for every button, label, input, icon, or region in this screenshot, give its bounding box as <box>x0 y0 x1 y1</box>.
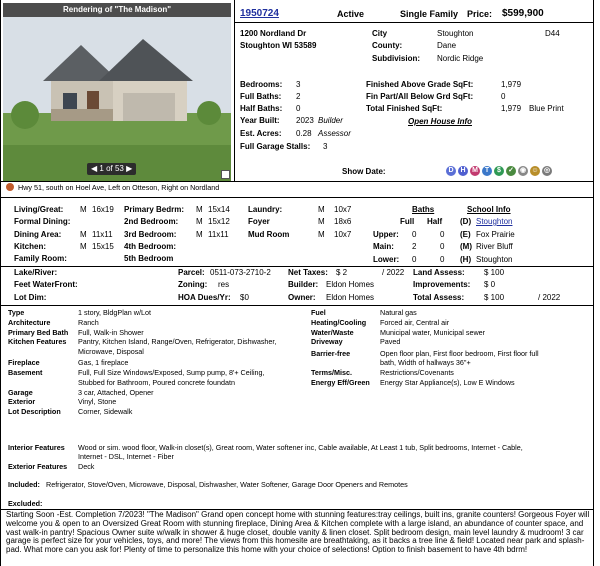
exterior-features-value: Deck <box>78 462 95 471</box>
room-level-bed3: M <box>196 229 203 239</box>
feature-value-kitchen-features: Pantry, Kitchen Island, Range/Oven, Refrigerator, Dishwasher, <box>78 337 277 347</box>
camera-badge-icon[interactable]: ◉ <box>519 167 527 174</box>
room-label-bed2: 2nd Bedroom: <box>124 217 179 227</box>
open-house-link[interactable]: Open House Info <box>408 117 472 126</box>
room-size-bed2: 15x12 <box>208 217 230 227</box>
total-fin-source: Blue Print <box>529 104 564 113</box>
interior-features-label: Interior Features <box>8 443 65 452</box>
garage-stalls-label: Full Garage Stalls: <box>240 142 311 151</box>
room-label-family: Family Room: <box>14 254 67 264</box>
directions-icon <box>6 183 14 191</box>
select-listing-checkbox[interactable] <box>221 170 230 179</box>
feature-label-barrier-free: Barrier-free <box>311 348 351 358</box>
feature-label-kitchen-features: Kitchen Features <box>8 337 67 347</box>
subdivision-value: Nordic Ridge <box>437 54 484 63</box>
room-level-foyer: M <box>318 217 325 227</box>
owner-value: Eldon Homes <box>326 293 375 302</box>
triangle-left-icon[interactable]: ◀ <box>91 164 98 173</box>
t-badge-icon[interactable]: T <box>482 166 492 176</box>
mls-number-link[interactable]: 1950724 <box>240 8 279 19</box>
check-badge-icon[interactable]: ✓ <box>506 166 516 176</box>
room-label-laundry: Laundry: <box>248 205 283 214</box>
room-label-kitchen: Kitchen: <box>14 241 46 251</box>
baths-lower-half: 0 <box>440 255 445 264</box>
included-value: Refrigerator, Stove/Oven, Microwave, Disposal, Dishwasher, Water Softener, Garage Door Openers and Remotes <box>46 480 408 489</box>
half-baths-label: Half Baths: <box>240 104 283 113</box>
room-label-formal_dining: Formal Dining: <box>14 217 71 227</box>
directions-text: Hwy 51, south on Hoel Ave, Left on Otteson, Right on Nordland <box>18 183 220 192</box>
year-built-value: 2023 <box>296 116 314 125</box>
feature-value-architecture: Ranch <box>78 317 99 327</box>
baths-full-header: Full <box>400 217 415 226</box>
feature-value-water-waste: Municipal water, Municipal sewer <box>380 327 486 337</box>
room-label-bed5: 5th Bedroom <box>124 254 174 264</box>
school-elementary: Fox Prairie <box>476 230 515 239</box>
room-label-primary_bed: Primary Bedrm: <box>124 205 185 214</box>
net-taxes-value: $ 2 <box>336 268 348 277</box>
fin-above-value: 1,979 <box>501 80 522 89</box>
room-label-dining_area: Dining Area: <box>14 229 62 239</box>
feature-label-fireplace: Fireplace <box>8 358 40 368</box>
feature-label-lot-description: Lot Description <box>8 407 61 417</box>
feature-label-architecture: Architecture <box>8 317 51 327</box>
land-assess-value: $ 100 <box>484 268 505 277</box>
feature-label-garage: Garage <box>8 387 33 397</box>
hoa-value: $0 <box>240 293 249 302</box>
feature-value2-barrier-free: bath, Width of hallways 36"+ <box>380 358 471 368</box>
feature-label-energy-eff-green: Energy Eff/Green <box>311 378 370 387</box>
land-assess-label: Land Assess: <box>413 268 465 277</box>
total-assess-year: / 2022 <box>538 293 561 302</box>
city-label: City <box>372 29 388 38</box>
baths-header: Baths <box>412 205 435 214</box>
room-level-laundry: M <box>318 205 325 214</box>
feature-label-exterior: Exterior <box>8 397 36 407</box>
feature-label-terms-misc: Terms/Misc. <box>311 368 353 378</box>
feature-value-lot-description: Corner, Sidewalk <box>78 407 133 417</box>
room-label-mudroom: Mud Room <box>248 229 290 239</box>
baths-lower-full: 0 <box>412 255 417 264</box>
photo-divider <box>234 0 235 181</box>
est-acres-source: Assessor <box>318 129 351 138</box>
year-built-source: Builder <box>318 116 343 125</box>
parcel-label: Parcel: <box>178 268 205 277</box>
baths-upper-half: 0 <box>440 230 445 239</box>
room-level-bed2: M <box>196 217 203 227</box>
dollar-badge-icon[interactable]: $ <box>494 166 504 176</box>
lot-rule-top <box>0 266 594 267</box>
feature-label-primary-bed-bath: Primary Bed Bath <box>8 327 69 337</box>
feature-value-energy-eff-green: Energy Star Appliance(s), Low E Windows <box>380 378 515 387</box>
photo-counter-text: 1 of 53 <box>99 164 124 173</box>
feature-value-barrier-free: Open floor plan, First floor bedroom, First floor full <box>380 348 539 358</box>
m-badge-icon[interactable]: M <box>470 166 480 176</box>
fin-below-value: 0 <box>501 92 506 101</box>
feature-value-fuel: Natural gas <box>380 308 417 317</box>
feature-label-driveway: Driveway <box>311 337 343 347</box>
improvements-label: Improvements: <box>413 280 471 289</box>
subdivision-label: Subdivision: <box>372 54 420 63</box>
room-label-living: Living/Great: <box>14 205 64 214</box>
feature-value-terms-misc: Restrictions/Covenants <box>380 368 454 378</box>
room-size-foyer: 18x6 <box>334 217 352 227</box>
school-high: Stoughton <box>476 255 513 264</box>
waterfront-label: Feet WaterFront: <box>14 280 78 289</box>
d-badge-icon[interactable]: D <box>446 166 456 176</box>
school-middle: River Bluff <box>476 242 513 251</box>
address-line2: Stoughton WI 53589 <box>240 41 317 50</box>
status-text: Active <box>337 9 365 19</box>
lake-river-label: Lake/River: <box>14 268 58 277</box>
net-taxes-label: Net Taxes: <box>288 268 328 277</box>
feature-value-exterior: Vinyl, Stone <box>78 397 117 407</box>
parcel-value: 0511-073-2710-2 <box>210 268 271 277</box>
room-label-bed3: 3rd Bedroom: <box>124 229 177 239</box>
target-badge-icon[interactable]: ◎ <box>543 167 551 174</box>
interior-features-value2: Internet - DSL, Internet - Fiber <box>78 452 174 461</box>
room-label-foyer: Foyer <box>248 217 270 227</box>
feature-value-driveway: Paved <box>380 337 401 347</box>
room-size-living: 16x19 <box>92 205 114 214</box>
baths-main-label: Main: <box>373 242 394 251</box>
feature-value-basement: Full, Full Size Windows/Exposed, Sump pump, 8'+ Ceiling, <box>78 368 265 378</box>
room-size-dining_area: 11x11 <box>92 229 113 239</box>
feature-label-fuel: Fuel <box>311 308 326 317</box>
total-assess-label: Total Assess: <box>413 293 465 302</box>
feature-value-garage: 3 car, Attached, Opener <box>78 387 154 397</box>
room-level-mudroom: M <box>318 229 325 239</box>
price-label: Price: <box>467 9 493 19</box>
room-level-primary_bed: M <box>196 205 203 214</box>
excluded-label: Excluded: <box>8 499 43 508</box>
room-level-dining_area: M <box>80 229 87 239</box>
feature-label-heating-cooling: Heating/Cooling <box>311 317 367 327</box>
photo-title: Rendering of "The Madison" <box>3 3 231 17</box>
builder-value: Eldon Homes <box>326 280 375 289</box>
baths-half-header: Half <box>427 217 443 226</box>
total-fin-label: Total Finished SqFt: <box>366 104 443 113</box>
room-size-bed3: 11x11 <box>208 229 229 239</box>
zoning-label: Zoning: <box>178 280 208 289</box>
listing-photo[interactable] <box>3 3 231 181</box>
included-label: Included: <box>8 480 40 489</box>
school-district-link[interactable]: Stoughton <box>476 217 513 226</box>
feature-value-primary-bed-bath: Full, Walk-in Shower <box>78 327 144 337</box>
garage-stalls-value: 3 <box>323 142 328 151</box>
property-type: Single Family <box>400 9 459 19</box>
feature-label-type: Type <box>8 308 25 317</box>
year-built-label: Year Built: <box>240 116 280 125</box>
net-taxes-year: / 2022 <box>382 268 405 277</box>
improvements-value: $ 0 <box>484 280 496 289</box>
county-label: County: <box>372 41 403 50</box>
price-value: $599,900 <box>502 8 544 19</box>
house-rendering-image <box>3 3 231 181</box>
half-baths-value: 0 <box>296 104 301 113</box>
baths-lower-label: Lower: <box>373 255 400 264</box>
city-value: Stoughton <box>437 29 474 38</box>
total-assess-value: $ 100 <box>484 293 505 302</box>
school-info-header: School Info <box>467 205 511 214</box>
school-e-code: (E) <box>460 230 471 239</box>
feature-label-basement: Basement <box>8 368 43 378</box>
address-line1: 1200 Nordland Dr <box>240 29 307 38</box>
header-rule <box>234 22 594 23</box>
full-baths-value: 2 <box>296 92 301 101</box>
feature-value2-basement: Stubbed for Bathroom, Poured concrete foundatn <box>78 377 236 387</box>
school-d-code: (D) <box>460 217 472 226</box>
map-code: D44 <box>545 29 560 38</box>
h-badge-icon[interactable]: H <box>458 166 468 176</box>
show-date-label: Show Date: <box>342 167 386 176</box>
public-remarks: Starting Soon -Est. Completion 7/2023! "The Madison" Grand open concept home with stunning features:tray ceilings, built ins, granite counters! Gorgeous Foyer will welcome you & open to an Oversized Great Room with stunning fireplace, Dining Area & Kitchen complete with a large island, an abundance of counter space, and vast walk-in pantry! Spacious Owner suite w/walk in shower & huge closet, double vanity & linen closet. Split bedroom design, main level laundry & mudroom! 3 car garage is perfect size for your vehicles, toys, and more! The views from this homesite are breathtaking, as it backs a tree line & field! Located near park and splash-pad. What more can you ask for! Plenty of time to personalize this home with your choice of selections! Option to finish basement to have 4th bdrm! <box>6 510 590 555</box>
est-acres-label: Est. Acres: <box>240 129 282 138</box>
room-level-living: M <box>80 205 87 214</box>
room-size-kitchen: 15x15 <box>92 241 114 251</box>
features-rule-top <box>0 305 594 306</box>
fin-below-label: Fin Part/All Below Grd SqFt: <box>366 92 474 101</box>
school-h-code: (H) <box>460 255 472 264</box>
builder-label: Builder: <box>288 280 319 289</box>
feature-label-water-waste: Water/Waste <box>311 327 354 337</box>
smile-badge-icon[interactable]: ☺ <box>531 167 539 174</box>
exterior-features-label: Exterior Features <box>8 462 68 471</box>
est-acres-value: 0.28 <box>296 129 312 138</box>
full-baths-label: Full Baths: <box>240 92 282 101</box>
bedrooms-label: Bedrooms: <box>240 80 283 89</box>
school-m-code: (M) <box>460 242 472 251</box>
fin-above-label: Finished Above Grade SqFt: <box>366 80 474 89</box>
lot-dim-label: Lot Dim: <box>14 293 47 302</box>
baths-upper-full: 0 <box>412 230 417 239</box>
room-level-kitchen: M <box>80 241 87 251</box>
feature-value2-kitchen-features: Microwave, Disposal <box>78 347 144 356</box>
baths-upper-label: Upper: <box>373 230 399 239</box>
room-size-laundry: 10x7 <box>334 205 352 214</box>
feature-value-type: 1 story, BldgPlan w/Lot <box>78 308 151 317</box>
baths-main-full: 2 <box>412 242 417 251</box>
directions-rule-top <box>0 181 594 182</box>
total-fin-value: 1,979 <box>501 104 522 113</box>
hoa-label: HOA Dues/Yr: <box>178 293 231 302</box>
room-label-bed4: 4th Bedroom: <box>124 241 176 251</box>
interior-features-value: Wood or sim. wood floor, Walk-in closet(s), Great room, Water softener inc, Cable available, At Least 1 tub, Split bedrooms, Internet - Cable, <box>78 443 523 452</box>
directions-rule-bottom <box>0 197 594 198</box>
county-value: Dane <box>437 41 457 50</box>
feature-value-heating-cooling: Forced air, Central air <box>380 317 450 327</box>
triangle-right-icon[interactable]: ▶ <box>126 164 133 173</box>
zoning-value: res <box>218 280 230 289</box>
owner-label: Owner: <box>288 293 316 302</box>
room-size-primary_bed: 15x14 <box>208 205 230 214</box>
room-size-mudroom: 10x7 <box>334 229 352 239</box>
baths-main-half: 0 <box>440 242 445 251</box>
photo-navigator[interactable] <box>87 163 136 175</box>
bedrooms-value: 3 <box>296 80 301 89</box>
feature-value-fireplace: Gas, 1 fireplace <box>78 358 129 368</box>
